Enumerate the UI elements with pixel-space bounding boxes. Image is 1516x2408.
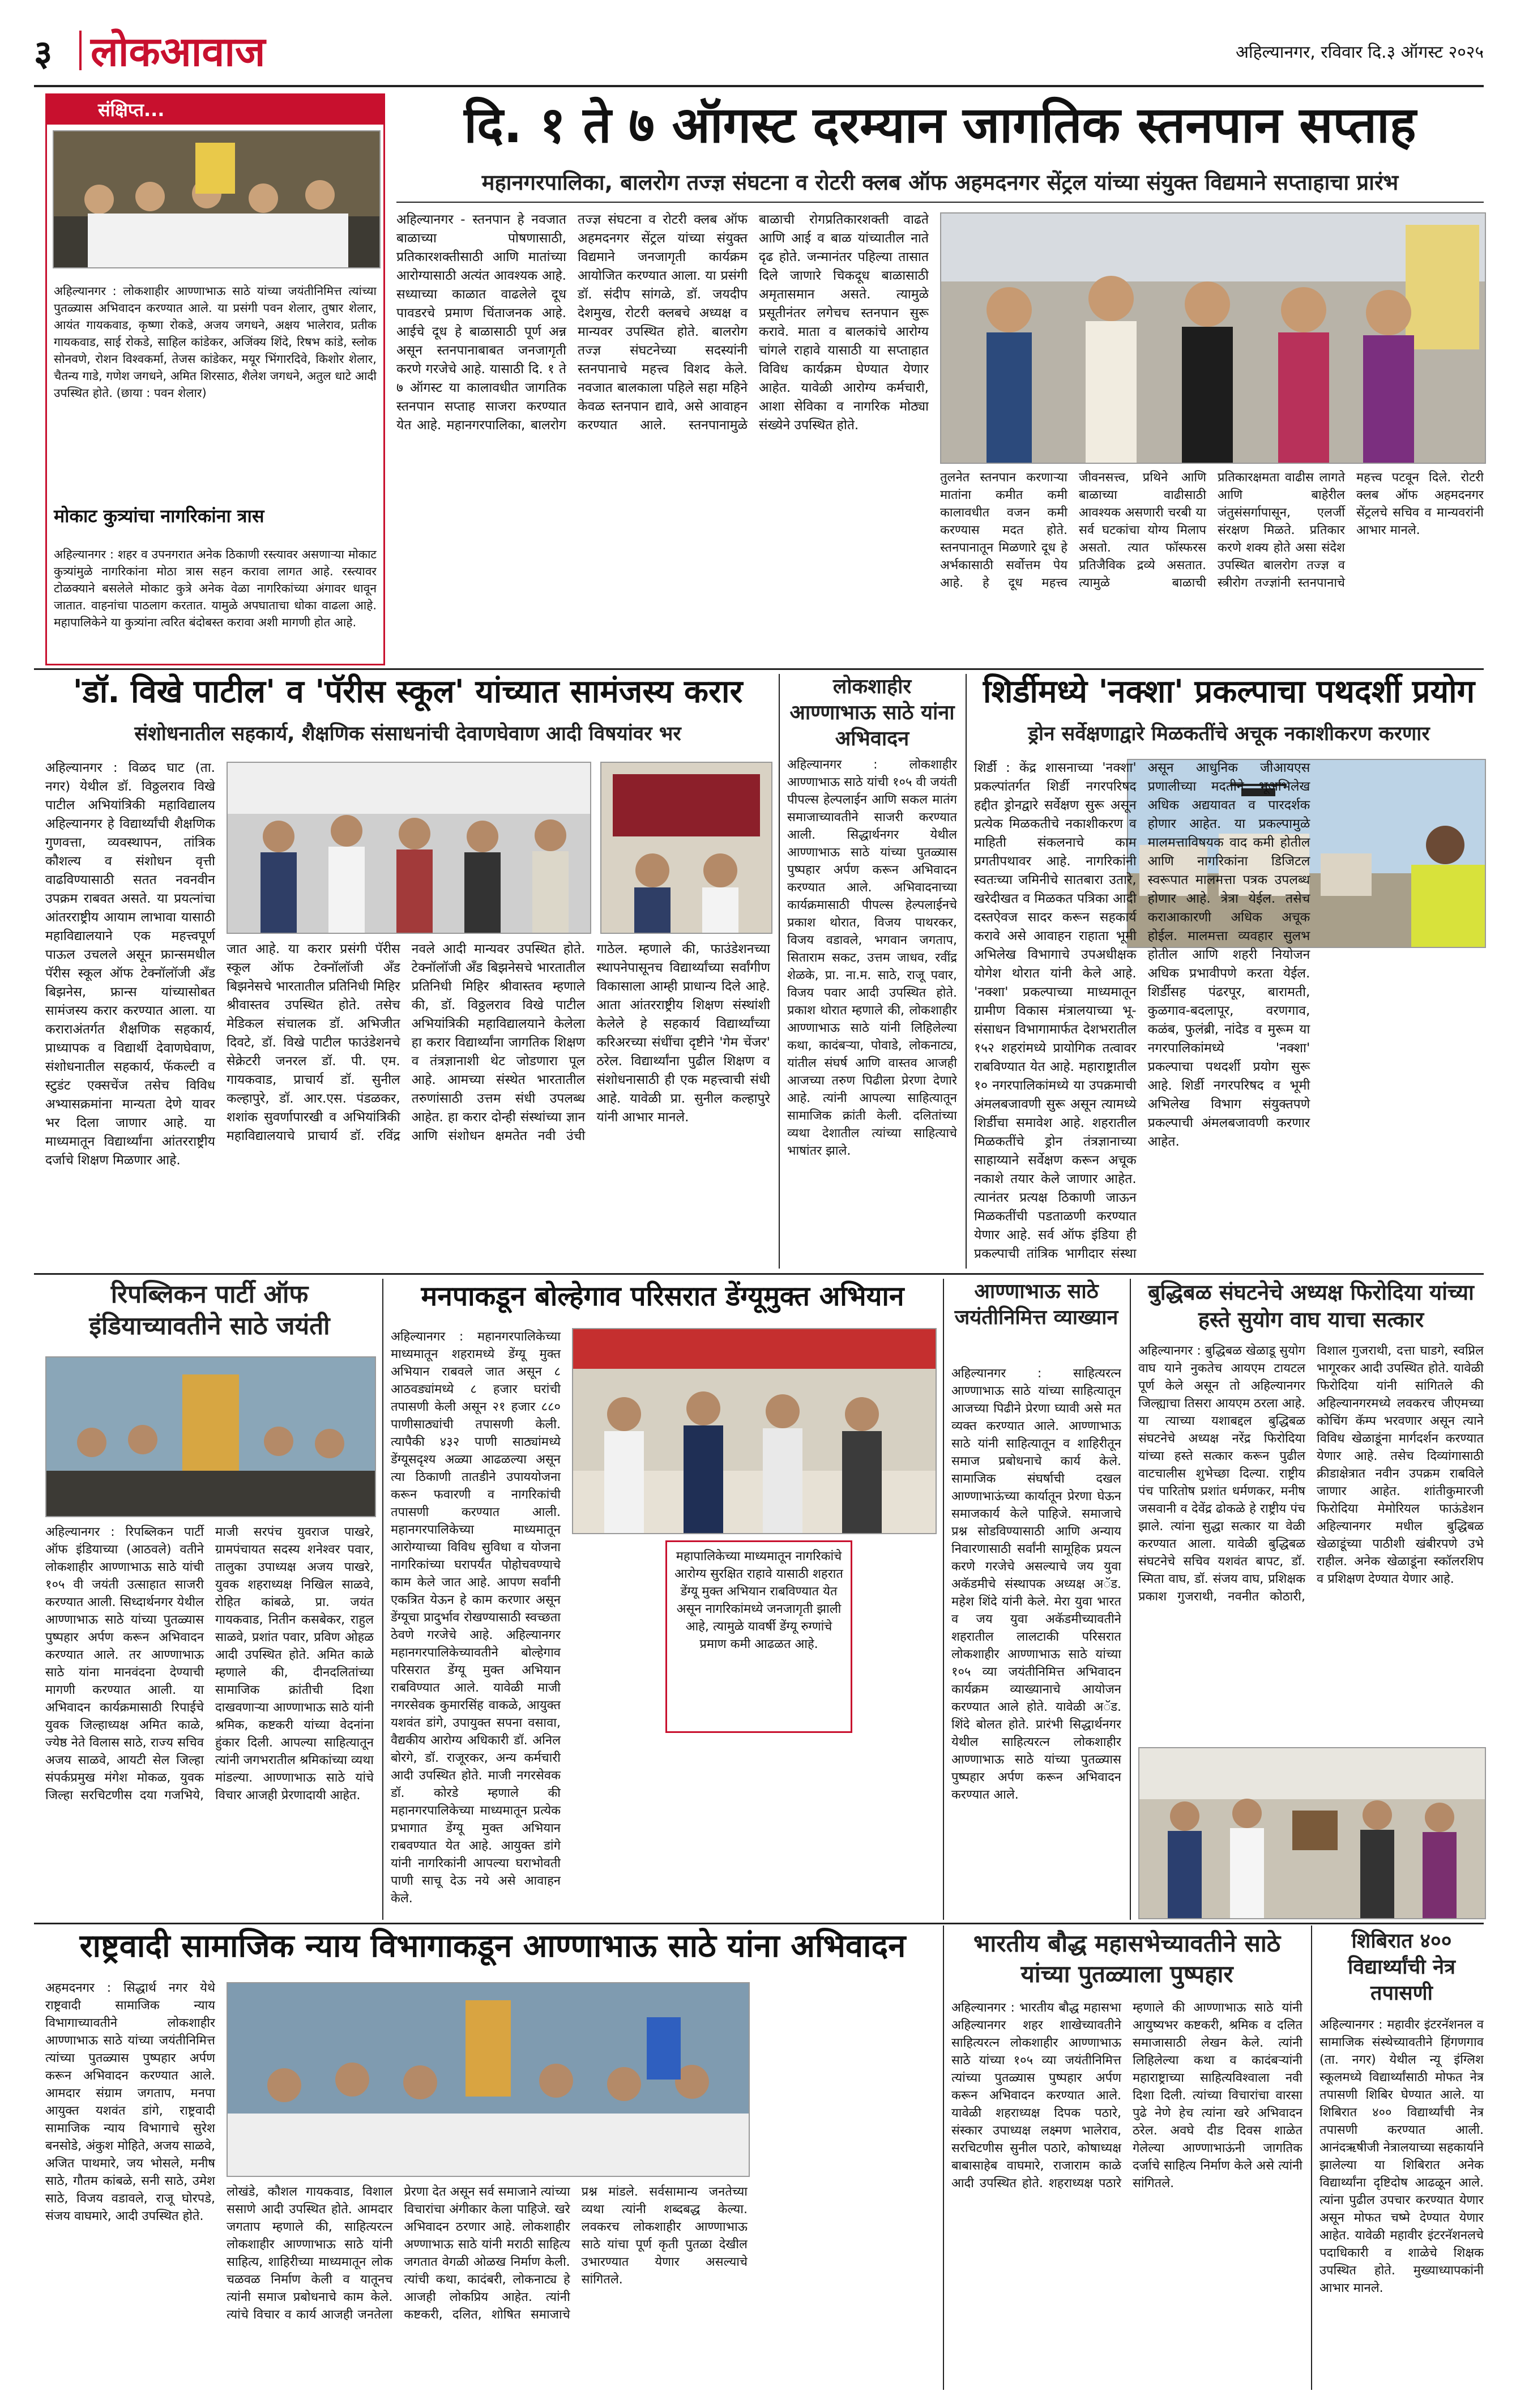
vikhe-photo (227, 762, 591, 934)
vyakhyan-headline: आण्णाभाऊ साठे जयंतीनिमित्त व्याख्यान (954, 1280, 1118, 1329)
dengue-inset-text: महापालिकेच्या माध्यमातून नागरिकांचे आरोग्य सुरक्षित राहावे यासाठी शहरात डेंग्यू मुक्त अभियान राबविण्यात येत असून नागरिकांमध्ये जनजागृती झाली आहे, त्यामुळे यावर्षी डेंग्यू रुग्णांचे प्रमाण कमी आढळत आहे. (674, 1549, 843, 1651)
vikhe-headline: 'डॉ. विखे पाटील' व 'पॅरीस स्कूल' यांच्यात सामंजस्य करार (72, 673, 743, 710)
dengue-vyakhyan-rule (943, 1279, 944, 1920)
budhibal-headline: बुद्धिबळ संघटनेचे अध्यक्ष फिरोदिया यांच्या हस्ते सुयोग वाघ याचा सत्कार (1148, 1280, 1474, 1332)
lead-body: अहिल्यानगर - स्तनपान हे नवजात बाळाच्या पोषणासाठी, प्रतिकारशक्तीसाठी आणि मातांच्या आरोग्यासाठी अत्यंत आवश्यक आहे. सध्याच्या काळात वाढलेले दूध पावडरचे प्रमाण चिंताजनक आहे. आईचे दूध हे बाळासाठी पूर्ण अन्न असून स्तनपानाबाबत जनजागृती करणे गरजेचे आहे. यासाठी दि. १ ते ७ ऑगस्ट या कालावधीत जागतिक स्तनपान सप्ताह साजरा करण्यात येत आहे. महानगरपालिका, बालरोग तज्ज्ञ संघटना व रोटरी क्लब ऑफ अहमदनगर सेंट्रल यांच्या संयुक्त विद्यमाने जनजागृती कार्यक्रम आयोजित करण्यात आला. या प्रसंगी डॉ. संदीप सांगळे, डॉ. जयदीप देशमुख, रोटरी क्लबचे अध्यक्ष व मान्यवर उपस्थित होते. बालरोग तज्ज्ञ संघटनेच्या सदस्यांनी स्तनपानाचे महत्त्व विशद केले. नवजात बालकाला पहिले सहा महिने केवळ स्तनपान द्यावे, असे आवाहन करण्यात आले. स्तनपानामुळे बाळाची रोगप्रतिकारशक्ती वाढते आणि आई व बाळ यांच्यातील नाते दृढ होते. जन्मानंतर पहिल्या तासात दिले जाणारे चिकदूध बाळासाठी अमृतासमान असते. त्यामुळे प्रसूतीनंतर लगेचच स्तनपान सुरू करावे. माता व बालकांचे आरोग्य चांगले राहावे यासाठी या सप्ताहात विविध कार्यक्रम घेण्यात येणार आहेत. यावेळी आरोग्य कर्मचारी, आशा सेविका व नागरिक मोठ्या संख्येने उपस्थित होते. (396, 212, 929, 433)
rashtravadi-photo (227, 1982, 750, 2177)
lokshahir-headline: लोकशाहीर आण्णाभाऊ साठे यांना अभिवादन (789, 675, 955, 750)
vikhe-body: जात आहे. या करार प्रसंगी पॅरीस स्कूल ऑफ टेक्नॉलॉजी अँड बिझनेसचे भारतातील प्रतिनिधी मिहिर श्रीवास्तव उपस्थित होते. तसेच मेडिकल संचालक डॉ. अभिजीत दिवटे, डॉ. विखे पाटील फाउंडेशनचे सेक्रेटरी जनरल डॉ. पी. एम. गायकवाड, प्राचार्य डॉ. सुनील कल्हापुरे, डॉ. आर.एस. पंडळकर, शशांक सुवर्णापारखी व अभियांत्रिकी महाविद्यालयाचे प्राचार्य डॉ. रविंद्र नवले आदी मान्यवर उपस्थित होते. टेक्नॉलॉजी अँड बिझनेसचे भारतातील प्रतिनिधी मिहिर श्रीवास्तव म्हणाले की, डॉ. विठ्ठलराव विखे पाटील अभियांत्रिकी महाविद्यालयाने केलेला हा करार विद्यार्थ्यांना जागतिक शिक्षण व तंत्रज्ञानाशी थेट जोडणारा पूल आहे. आमच्या संस्थेत भारतातील तरुणांसाठी उत्तम संधी उपलब्ध आहेत. हा करार दोन्ही संस्थांच्या ज्ञान आणि संशोधन क्षमतेत नवी उंची गाठेल. म्हणाले की, फाउंडेशनच्या स्थापनेपासूनच विद्यार्थ्यांच्या सर्वांगीण विकासाला आम्ही प्राधान्य दिले आहे. आता आंतरराष्ट्रीय शिक्षण संस्थांशी केलेले हे सहकार्य विद्यार्थ्यांच्या करिअरच्या संधींचा दृष्टीने 'गेम चेंजर' ठरेल. विद्यार्थ्यांना पुढील शिक्षण व संशोधनासाठी ही एक महत्त्वाची संधी आहे. यावेळी प्रा. सुनील कल्हापुरे यांनी आभार मानले. (227, 942, 770, 1143)
lead-sub-rule (396, 202, 1484, 203)
masthead (34, 23, 1484, 85)
lead-caption: तुलनेत स्तनपान करणाऱ्या मातांना कमीत कमी कालावधीत वजन कमी करण्यास मदत होते. स्तनपानातून मिळणारे दूध हे अर्भकासाठी सर्वोत्तम पेय आहे. हे दूध महत्त्व जीवनसत्त्व, प्रथिने आणि बाळाच्या वाढीसाठी आवश्यक असणारी चरबी या सर्व घटकांचा योग्य मिलाप असतो. त्यात फॉस्फरस प्रतिजैविक द्रव्ये असतात. त्यामुळे बाळाची प्रतिकारक्षमता वाढीस लागते आणि बाहेरील जंतुसंसर्गापासून, एलर्जी संरक्षण मिळते. प्रतिकार करणे शक्य होते असा संदेश उपस्थित बालरोग तज्ज्ञ व स्त्रीरोग तज्ज्ञांनी स्तनपानाचे महत्त्व पटवून दिले. रोटरी क्लब ऑफ अहमदनगर सेंट्रलचे सचिव व मान्यवरांनी आभार मानले. (940, 471, 1484, 590)
shibir-body: अहिल्यानगर : महावीर इंटरनॅशनल व सामाजिक संस्थेच्यावतीने हिंगणगाव (ता. नगर) येथील न्यू इंग्लिश स्कूलमध्ये विद्यार्थ्यांसाठी मोफत नेत्र तपासणी शिबिर घेण्यात आले. या शिबिरात ४०० विद्यार्थ्यांची नेत्र तपासणी करण्यात आली. आनंदऋषीजी नेत्रालयाच्या सहकार्याने झालेल्या या शिबिरात अनेक विद्यार्थ्यांना दृष्टिदोष आढळून आले. त्यांना पुढील उपचार करण्यात येणार असून मोफत चष्मे देण्यात येणार आहेत. यावेळी महावीर इंटरनॅशनलचे पदाधिकारी व शाळेचे शिक्षक उपस्थित होते. मुख्याध्यापकांनी आभार मानले. (1319, 2018, 1484, 2295)
vikhe-col-text: अहिल्यानगर : विळद घाट (ता. नगर) येथील डॉ. विठ्ठलराव विखे पाटील अभियांत्रिकी महाविद्यालय अहिल्यानगर हे विद्यार्थ्यांची शैक्षणिक गुणवत्ता, व्यवस्थापन, तांत्रिक कौशल्य व संशोधन वृत्ती वाढविण्यासाठी सतत नवनवीन उपक्रम राबवत असते. या प्रयत्नांचा आंतरराष्ट्रीय आयाम लाभावा यासाठी महाविद्यालयाने एक महत्त्वपूर्ण पाऊल उचलले असून फ्रान्समधील पॅरीस स्कूल ऑफ टेक्नॉलॉजी अँड बिझनेस, फ्रान्स यांच्यासोबत सामंजस्य करार करण्यात आला. या कराराअंतर्गत शैक्षणिक सहकार्य, प्राध्यापक व विद्यार्थी देवाणघेवाण, संशोधनातील सहकार्य, फॅकल्टी व स्टुडंट एक्सचेंज तसेच विविध अभ्यासक्रमांना मान्यता देणे यावर भर दिला जाणार आहे. या माध्यमातून विद्यार्थ्यांना आंतरराष्ट्रीय दर्जाचे शिक्षण मिळणार आहे. (45, 761, 215, 1168)
rpi-photo (45, 1356, 376, 1517)
page-number: ३ (34, 32, 53, 74)
budhibal-photo (1138, 1747, 1486, 1919)
sankshipt-label (47, 95, 383, 125)
bauddha-shibir-rule (1311, 1925, 1312, 2390)
vikhe-subheadline: संशोधनातील सहकार्य, शैक्षणिक संसाधनांची देवाणघेवाण आदी विषयांवर भर (134, 723, 681, 745)
shirdi-body: शिर्डी : केंद्र शासनाच्या 'नक्शा' प्रकल्पांतर्गत शिर्डी नगरपरिषद हद्दीत ड्रोनद्वारे सर्वेक्षण सुरू असून प्रत्येक मिळकतीचे नकाशीकरण व माहिती संकलनाचे काम प्रगतीपथावर आहे. नागरिकांनी स्वतःच्या जमिनीचे सातबारा उतारे, खरेदीखत व मिळकत पत्रिका आदी दस्तऐवज सादर करून सहकार्य करावे असे आवाहन राहाता भूमी अभिलेख विभागाचे उपअधीक्षक योगेश थोरात यांनी केले आहे. 'नक्शा' प्रकल्पाच्या माध्यमातून ग्रामीण विकास मंत्रालयाच्या भू-संसाधन विभागामार्फत देशभरातील १५२ शहरांमध्ये प्रायोगिक तत्वावर राबविण्यात येत आहे. महाराष्ट्रातील १० नगरपालिकांमध्ये या उपक्रमाची अंमलबजावणी सुरू असून त्यामध्ये शिर्डीचा समावेश आहे. शहरातील मिळकतींचे ड्रोन तंत्रज्ञानाच्या साहाय्याने सर्वेक्षण करून अचूक नकाशे तयार केले जाणार आहेत. त्यानंतर प्रत्यक्ष ठिकाणी जाऊन मिळकतींची पडताळणी करण्यात येणार आहे. सर्व ऑफ इंडिया ही प्रकल्पाची तांत्रिक भागीदार संस्था असून आधुनिक जीआयएस प्रणालीच्या मदतीने भूअभिलेख अधिक अद्ययावत व पारदर्शक होणार आहेत. या प्रकल्पामुळे मालमत्ताविषयक वाद कमी होतील आणि नागरिकांना डिजिटल स्वरूपात मालमत्ता पत्रक उपलब्ध होणार आहे. त्रेत्रा येईल. तसेच कराआकारणी अधिक अचूक होईल. मालमत्ता व्यवहार सुलभ होतील आणि शहरी नियोजन अधिक प्रभावीपणे करता येईल. शिर्डीसह पंढरपूर, बारामती, कुळगाव-बदलापूर, वरणगाव, कळंब, फुलंब्री, नांदेड व मुरूम या नगरपालिकांमध्ये 'नक्शा' प्रकल्पाचा पथदर्शी प्रयोग सुरू आहे. शिर्डी नगरपरिषद व भूमी अभिलेख विभाग संयुक्तपणे प्रकल्पाची अंमलबजावणी करणार आहेत. (974, 761, 1310, 1261)
row1-rule (34, 668, 1484, 670)
bauddha-headline: भारतीय बौद्ध महासभेच्यावतीने साठे यांच्या पुतळ्याला पुष्पहार (973, 1929, 1281, 1988)
vikhe-lokshahir-rule (779, 674, 780, 1269)
rpi-headline: रिपब्लिकन पार्टी ऑफ इंडियाच्यावतीने साठे जयंती (89, 1280, 330, 1340)
masthead-date: अहिल्यानगर, रविवार दि.३ ऑगस्ट २०२५ (1235, 42, 1484, 62)
lead-headline: दि. १ ते ७ ऑगस्ट दरम्यान जागतिक स्तनपान सप्ताह (464, 96, 1416, 154)
budhibal-body: अहिल्यानगर : बुद्धिबळ खेळाडू सुयोग वाघ याने नुकतेच आयएम टायटल पूर्ण केले असून तो अहिल्यानगर जिल्ह्याचा तिसरा आयएम ठरला आहे. या त्याच्या यशाबद्दल बुद्धिबळ संघटनेचे अध्यक्ष नरेंद्र फिरोदिया यांच्या हस्ते सत्कार करून पुढील वाटचालीस शुभेच्छा दिल्या. राष्ट्रीय पंच पारितोष प्रशांत धर्मणकर, मनीष जसवानी व देवेंद्र ढोकळे हे राष्ट्रीय पंच झाले. त्यांना सुद्धा सत्कार या वेळी करण्यात आला. यावेळी बुद्धिबळ संघटनेचे सचिव यशवंत बापट, डॉ. स्मिता वाघ, डॉ. संजय वाघ, प्रशिक्षक प्रकाश गुजराथी, नवनीत कोठारी, विशाल गुजराथी, दत्ता घाडगे, स्वप्निल भागूरकर आदी उपस्थित होते. यावेळी फिरोदिया यांनी सांगितले की अहिल्यानगरमध्ये लवकरच जीएमच्या कोचिंग कॅम्प भरवणार असून त्याने विविध खेळाडूंना मार्गदर्शन करण्यात येणार आहे. तसेच दिव्यांगासाठी क्रीडाक्षेत्रात नवीन उपक्रम राबविले जाणार आहेत. शांतीकुमारजी फिरोदिया मेमोरियल फाऊंडेशन अहिल्यानगर मधील बुद्धिबळ खेळाडूंच्या पाठीशी खंबीरपणे उभे राहील. अनेक खेळाडूंना स्कॉलरशिप व प्रशिक्षण देण्यात येणार आहे. (1138, 1344, 1484, 1604)
rashtravadi-col-text: अहमदनगर : सिद्धार्थ नगर येथे राष्ट्रवादी सामाजिक न्याय विभागाच्यावतीने लोकशाहीर आण्णाभाऊ साठे यांच्या जयंतीनिमित्त त्यांच्या पुतळ्यास पुष्पहार अर्पण करून अभिवादन करण्यात आले. आमदार संग्राम जगताप, मनपा आयुक्त यशवंत डांगे, राष्ट्रवादी सामाजिक न्याय विभागाचे सुरेश बनसोडे, अंकुश मोहिते, अजय साळवे, अजित पाथमारे, जय भोसले, मनीष साठे, गौतम कांबळे, सनी साठे, उमेश साठे, विजय वडावले, राजू घोरपडे, संजय वाघमारे, आदी उपस्थित होते. (45, 1981, 215, 2223)
lead-subheadline: महानगरपालिका, बालरोग तज्ज्ञ संघटना व रोटरी क्लब ऑफ अहमदनगर सेंट्रल यांच्या संयुक्त विद्यमाने सप्ताहाचा प्रारंभ (481, 170, 1399, 195)
sankshipt-box (45, 93, 385, 665)
dengue-headline: मनपाकडून बोल्हेगाव परिसरात डेंग्यूमुक्त अभियान (421, 1280, 904, 1312)
row3-rule (34, 1923, 1484, 1924)
rpi-body: अहिल्यानगर : रिपब्लिकन पार्टी ऑफ इंडियाच्या (आठवले) वतीने लोकशाहीर आण्णाभाऊ साठे यांची १०५ वी जयंती उत्साहात साजरी करण्यात आली. सिध्दार्थनगर येथील आण्णाभाऊ साठे यांच्या पुतळ्यास पुष्पहार अर्पण करून अभिवादन करण्यात आले. तर आण्णाभाऊ साठे यांना मानवंदना देण्याची मागणी करण्यात आली. या अभिवादन कार्यक्रमासाठी रिपाईचे युवक जिल्हाध्यक्ष अमित काळे, ज्येष्ठ नेते विलास साठे, राज्य सचिव अजय साळवे, आयटी सेल जिल्हा संपर्कप्रमुख मंगेश मोकळ, युवक जिल्हा सरचिटणीस दया गजभिये, माजी सरपंच युवराज पाखरे, ग्रामपंचायत सदस्य शनेश्वर पवार, तालुका उपाध्यक्ष अजय पाखरे, युवक शहराध्यक्ष निखिल साळवे, रोहित कांबळे, प्रा. जयंत गायकवाड, नितीन कसबेकर, राहुल साळवे, प्रशांत पवार, प्रविण ओहळ आदी उपस्थित होते. अमित काळे म्हणाले की, दीनदलितांच्या सामाजिक क्रांतीची दिशा दाखवणाऱ्या आण्णाभाऊ साठे यांनी श्रमिक, कष्टकरी यांच्या वेदनांना हुंकार दिली. आपल्या साहित्यातून त्यांनी जगभरातील श्रमिकांच्या व्यथा मांडल्या. आण्णाभाऊ साठे यांचे विचार आजही प्रेरणादायी आहेत. (45, 1525, 374, 1803)
vyakhyan-body: अहिल्यानगर : साहित्यरत्न आण्णाभाऊ साठे यांच्या साहित्यातून आजच्या पिढीने प्रेरणा घ्यावी असे मत व्यक्त करण्यात आले. आण्णाभाऊ साठे यांनी साहित्यातून व शाहिरीतून समाज प्रबोधनाचे कार्य केले. सामाजिक संघर्षाची दखल आण्णाभाऊंच्या कार्यातून प्रेरणा घेऊन समाजकार्य केले पाहिजे. समाजाचे प्रश्न सोडविण्यासाठी आणि अन्याय निवारणासाठी सर्वांनी सामूहिक प्रयत्न करणे गरजेचे असल्याचे जय युवा अकॅडमीचे संस्थापक अध्यक्ष अॅड. महेश शिंदे यांनी केले. मेरा युवा भारत व जय युवा अकॅडमीच्यावतीने शहरातील लालटाकी परिसरात लोकशाहीर आण्णाभाऊ साठे यांच्या १०५ व्या जयंतीनिमित्त अभिवादन कार्यक्रम व्याख्यानाचे आयोजन करण्यात आले होते. यावेळी अॅड. शिंदे बोलत होते. प्रारंभी सिद्धार्थनगर येथील साहित्यरत्न लोकशाहीर आण्णाभाऊ साठे यांच्या पुतळ्यास पुष्पहार अर्पण करून अभिवादन करण्यात आले. (951, 1367, 1121, 1802)
lokshahir-shirdi-rule (966, 674, 967, 1269)
dog-headline: मोकाट कुत्र्यांचा नागरिकांना त्रास (54, 505, 264, 527)
sankshipt-photo (53, 130, 381, 268)
sankshipt-label-text: संक्षिप्त... (98, 99, 165, 121)
lead-photo (940, 212, 1486, 464)
rpi-dengue-rule (382, 1279, 383, 1920)
masthead-divider (79, 31, 82, 70)
row2-rule (34, 1273, 1484, 1275)
shirdi-subheadline: ड्रोन सर्वेक्षणाद्वारे मिळकतींचे अचूक नकाशीकरण करणार (1028, 723, 1430, 745)
vikhe-photo-2 (600, 762, 772, 934)
vyakhyan-budhibal-rule (1130, 1279, 1131, 1920)
masthead-logo: लोकआवाज (91, 28, 266, 75)
bauddha-body: अहिल्यानगर : भारतीय बौद्ध महासभा अहिल्यानगर शहर शाखेच्यावतीने साहित्यरत्न लोकशाहीर आण्णाभाऊ साठे यांच्या १०५ व्या जयंतीनिमित्त त्यांच्या पुतळ्यास पुष्पहार अर्पण करून अभिवादन करण्यात आले. यावेळी शहराध्यक्ष दिपक पठारे, संस्कार उपाध्यक्ष लक्ष्मण भालेराव, सरचिटणीस सुनील पठारे, कोषाध्यक्ष बाबासाहेब वाघमारे, राजाराम काळे आदी उपस्थित होते. शहराध्यक्ष पठारे म्हणाले की आण्णाभाऊ साठे यांनी आयुष्यभर कष्टकरी, श्रमिक व दलित समाजासाठी लेखन केले. त्यांनी लिहिलेल्या कथा व कादंबऱ्यांनी महाराष्ट्राच्या साहित्यविश्वाला नवी दिशा दिली. त्यांच्या विचारांचा वारसा पुढे नेणे हेच त्यांना खरे अभिवादन ठरेल. अवघे दीड दिवस शाळेत गेलेल्या आण्णाभाऊंनी जागतिक दर्जाचे साहित्य निर्माण केले असे त्यांनी सांगितले. (951, 2001, 1303, 2191)
dog-body: अहिल्यानगर : शहर व उपनगरात अनेक ठिकाणी रस्त्यावर असणाऱ्या मोकाट कुत्र्यांमुळे नागरिकांना मोठा त्रास सहन करावा लागत आहे. रस्त्यावर टोळक्याने बसलेले मोकाट कुत्रे अनेक वेळा नागरिकांच्या अंगावर धावून जातात. वाहनांचा पाठलाग करतात. यामुळे अपघाताचा धोका वाढला आहे. महापालिकेने या कुत्र्यांना त्वरित बंदोबस्त करावा अशी मागणी होत आहे. (54, 548, 377, 629)
shibir-headline: शिबिरात ४०० विद्यार्थ्यांची नेत्र तपासणी (1347, 1929, 1455, 2005)
rashtravadi-body: लोखंडे, कौशल गायकवाड, विशाल ससाणे आदी उपस्थित होते. आमदार जगताप म्हणाले की, साहित्यरत्न लोकशाहीर आण्णाभाऊ साठे यांनी साहित्य, शाहिरीच्या माध्यमातून लोक चळवळ निर्माण केली व यातूनच त्यांनी समाज प्रबोधनाचे काम केले. त्यांचे विचार व कार्य आजही जनतेला प्रेरणा देत असून सर्व समाजाने त्यांच्या विचारांचा अंगीकार केला पाहिजे. खरे अभिवादन ठरणार आहे. लोकशाहीर अण्णाभाऊ साठे यांनी मराठी साहित्य जगतात वेगळी ओळख निर्माण केली. त्यांची कथा, कादंबरी, लोकनाट्य हे आजही लोकप्रिय आहेत. त्यांनी कष्टकरी, दलित, शोषित समाजाचे प्रश्न मांडले. सर्वसामान्य जनतेच्या व्यथा त्यांनी शब्दबद्ध केल्या. लवकरच लोकशाहीर आण्णाभाऊ साठे यांचा पूर्ण कृती पुतळा देखील उभारण्यात येणार असल्याचे सांगितले. (227, 2185, 748, 2322)
rashtravadi-headline: राष्ट्रवादी सामाजिक न्याय विभागाकडून आण्णाभाऊ साठे यांना अभिवादन (79, 1928, 906, 1965)
dengue-body: अहिल्यानगर : महानगरपालिकेच्या माध्यमातून शहरामध्ये डेंग्यू मुक्त अभियान राबवले जात असून ८ आठवड्यांमध्ये ८ हजार घरांची तपासणी केली असून २१ हजार ८८० पाणीसाठ्यांची तपासणी केली. त्यापैकी ४३२ पाणी साठ्यांमध्ये डेंग्यूसदृश्य अळ्या आढळल्या असून त्या ठिकाणी तातडीने उपाययोजना करून फवारणी व नागरिकांची तपासणी करण्यात आली. महानगरपालिकेच्या माध्यमातून आरोग्याच्या विविध सुविधा व योजना नागरिकांच्या घरापर्यंत पोहोचवण्याचे काम केले जात आहे. आपण सर्वांनी एकत्रित येऊन हे काम करणार असून डेंग्यूचा प्रादुर्भाव रोखण्यासाठी स्वच्छता ठेवणे गरजेचे आहे. अहिल्यानगर महानगरपालिकेच्यावतीने बोल्हेगाव परिसरात डेंग्यू मुक्त अभियान राबविण्यात आले. यावेळी माजी नगरसेवक कुमारसिंह वाकळे, आयुक्त यशवंत डांगे, उपायुक्त सपना वसावा, वैद्यकीय आरोग्य अधिकारी डॉ. अनिल बोरगे, डॉ. राजूरकर, अन्य कर्मचारी आदी उपस्थित होते. माजी नगरसेवक डॉ. कोरडे म्हणाले की महानगरपालिकेच्या माध्यमातून प्रत्येक प्रभागात डेंग्यू मुक्त अभियान राबवण्यात येत आहे. आयुक्त डांगे यांनी नागरिकांनी आपल्या घराभोवती पाणी साचू देऊ नये असे आवाहन केले. (391, 1330, 561, 1906)
masthead-rule (34, 85, 1484, 87)
sankshipt-caption: अहिल्यानगर : लोकशाहीर आण्णाभाऊ साठे यांच्या जयंतीनिमित्त त्यांच्या पुतळ्यास अभिवादन करण्यात आले. या प्रसंगी पवन शेलार, तुषार शेलार, आयंत गायकवाड, कृष्णा रोकडे, अजय जगधने, अक्षय भालेराव, प्रतीक गायकवाड, साई रोकडे, साहिल कांडेकर, अजिंक्य शिंदे, रिषभ कांडे, स्लोक सोनवणे, रोशन विश्वकर्मा, तेजस कांडेकर, मयूर भिंगारदिवे, किशोर शेलार, चैतन्य गाडे, गणेश जगधने, अमित शिरसाठ, शैलेश जगधने, अतुल धाटे आदी उपस्थित होते. (छाया : पवन शेलार) (54, 284, 377, 400)
lokshahir-body: अहिल्यानगर : लोकशाहीर आण्णाभाऊ साठे यांची १०५ वी जयंती पीपल्स हेल्पलाईन आणि सकल मातंग समाजाच्यावतीने साजरी करण्यात आली. सिद्धार्थनगर येथील आण्णाभाऊ साठे यांच्या पुतळ्यास पुष्पहार अर्पण करून अभिवादन करण्यात आले. अभिवादनाच्या कार्यक्रमासाठी पीपल्स हेल्पलाईनचे प्रकाश थोरात, विजय पाथरकर, विजय वडावले, भगवान जगताप, सिताराम सकट, उत्तम जाधव, रवींद्र शेळके, प्रा. ना.म. साठे, राजू पवार, विजय पवार आदी उपस्थित होते. प्रकाश थोरात म्हणाले की, लोकशाहीर आण्णाभाऊ साठे यांनी लिहिलेल्या कथा, कादंबऱ्या, पोवाडे, लोकनाट्य, यांतील संघर्ष आणि वास्तव आजही आजच्या तरुण पिढीला प्रेरणा देणारे आहे. त्यांनी आपल्या साहित्यातून सामाजिक क्रांती केली. दलितांच्या व्यथा देशातील त्यांच्या साहित्याचे भाषांतर झाले. (787, 758, 957, 1158)
shirdi-headline: शिर्डीमध्ये 'नक्शा' प्रकल्पाचा पथदर्शी प्रयोग (983, 673, 1475, 710)
rashtravadi-bauddha-rule (943, 1925, 944, 2390)
